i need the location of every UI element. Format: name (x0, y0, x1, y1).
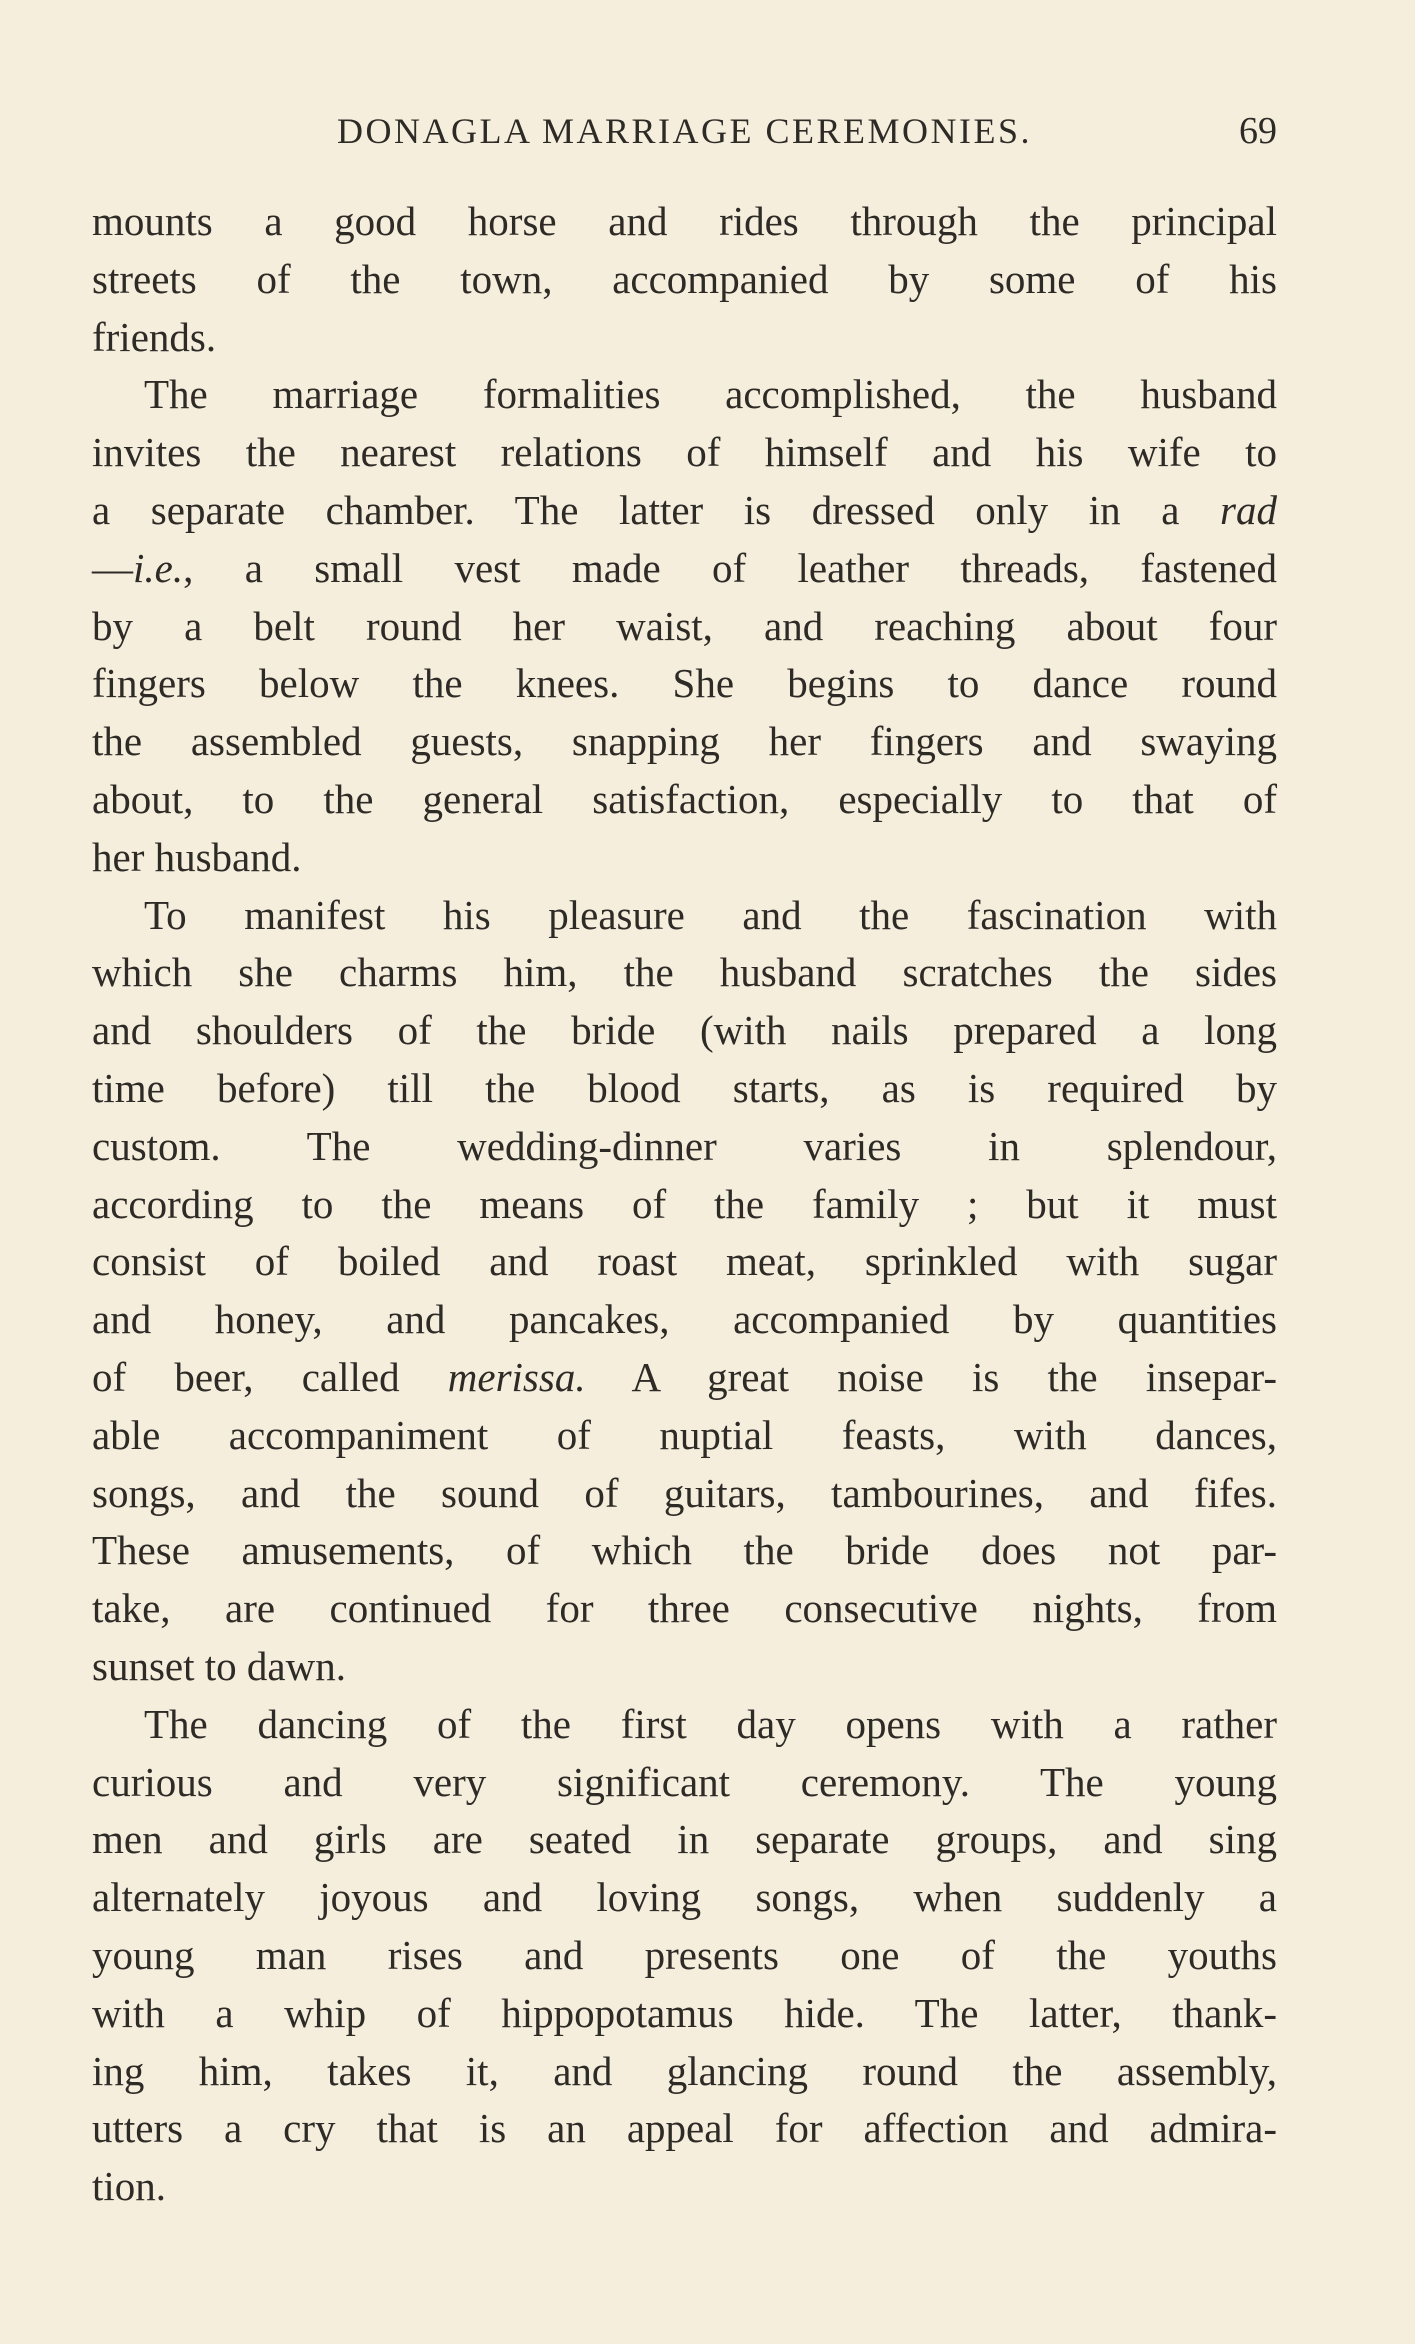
text-run: A great noise is the insepar- (585, 1353, 1278, 1400)
paragraph-3 (92, 887, 1277, 1696)
text-line: custom. The wedding-dinner varies in splendour, (92, 1122, 1277, 1169)
text-line: utters a cry that is an appeal for affection and admira- (92, 2105, 1277, 2152)
text-line (92, 540, 1277, 598)
text-line: streets of the town, accompanied by some of his (92, 255, 1277, 302)
text-line: tion. (92, 2163, 167, 2210)
italic-abbrev-ie: i.e. (133, 544, 184, 591)
text-line: consist of boiled and roast meat, sprinkled with sugar (92, 1238, 1277, 1285)
text-line (92, 482, 1277, 540)
paragraph-2 (92, 366, 1277, 886)
paragraph-1 (92, 193, 1277, 366)
italic-term-merissa: merissa. (447, 1353, 586, 1400)
text-line: and shoulders of the bride (with nails prepared a long (92, 1007, 1277, 1054)
text-line: alternately joyous and loving songs, when suddenly a (92, 1874, 1277, 1921)
text-line: take, are continued for three consecutive nights, from (92, 1585, 1277, 1632)
text-line: These amusements, of which the bride does not par- (92, 1527, 1277, 1574)
text-line: young man rises and presents one of the youths (92, 1931, 1277, 1978)
running-head (92, 106, 1277, 156)
text-line: friends. (92, 313, 217, 360)
text-line (92, 1349, 1277, 1407)
text-line: invites the nearest relations of himself and his wife to (92, 429, 1277, 476)
text-run: — (92, 544, 133, 591)
text-line: which she charms him, the husband scratches the sides (92, 949, 1277, 996)
text-run: , a small vest made of leather threads, fastened (183, 544, 1277, 591)
text-line: curious and very significant ceremony. The young (92, 1758, 1277, 1805)
text-line: men and girls are seated in separate groups, and sing (92, 1816, 1277, 1863)
text-run: a separate chamber. The latter is dressed only in a (92, 486, 1221, 533)
text-line: her husband. (92, 833, 302, 880)
text-line: and honey, and pancakes, accompanied by quantities (92, 1296, 1277, 1343)
body-text (92, 193, 1277, 2216)
text-line: time before) till the blood starts, as is required by (92, 1064, 1277, 1111)
page-number: 69 (1239, 110, 1277, 152)
text-line: The dancing of the first day opens with a rather (144, 1700, 1277, 1747)
text-line: about, to the general satisfaction, especially to that of (92, 775, 1277, 822)
text-line: by a belt round her waist, and reaching about four (92, 602, 1277, 649)
text-line: the assembled guests, snapping her fingers and swaying (92, 718, 1277, 765)
text-line: To manifest his pleasure and the fascination with (144, 891, 1277, 938)
text-line: fingers below the knees. She begins to dance round (92, 660, 1277, 707)
text-run: of beer, called (92, 1353, 448, 1400)
text-line: sunset to dawn. (92, 1642, 346, 1689)
text-line: according to the means of the family ; but it must (92, 1180, 1277, 1227)
text-line: able accompaniment of nuptial feasts, with dances, (92, 1411, 1277, 1458)
text-line: with a whip of hippopotamus hide. The latter, thank- (92, 1989, 1277, 2036)
italic-term-rad: rad (1220, 486, 1277, 533)
text-line: The marriage formalities accomplished, the husband (144, 371, 1277, 418)
text-line: mounts a good horse and rides through the principal (92, 198, 1277, 244)
text-line: songs, and the sound of guitars, tambourines, and fifes. (92, 1469, 1277, 1516)
text-line: ing him, takes it, and glancing round the assembly, (92, 2047, 1277, 2094)
running-head-title: DONAGLA MARRIAGE CEREMONIES. (336, 111, 1032, 151)
paragraph-4 (92, 1696, 1277, 2216)
